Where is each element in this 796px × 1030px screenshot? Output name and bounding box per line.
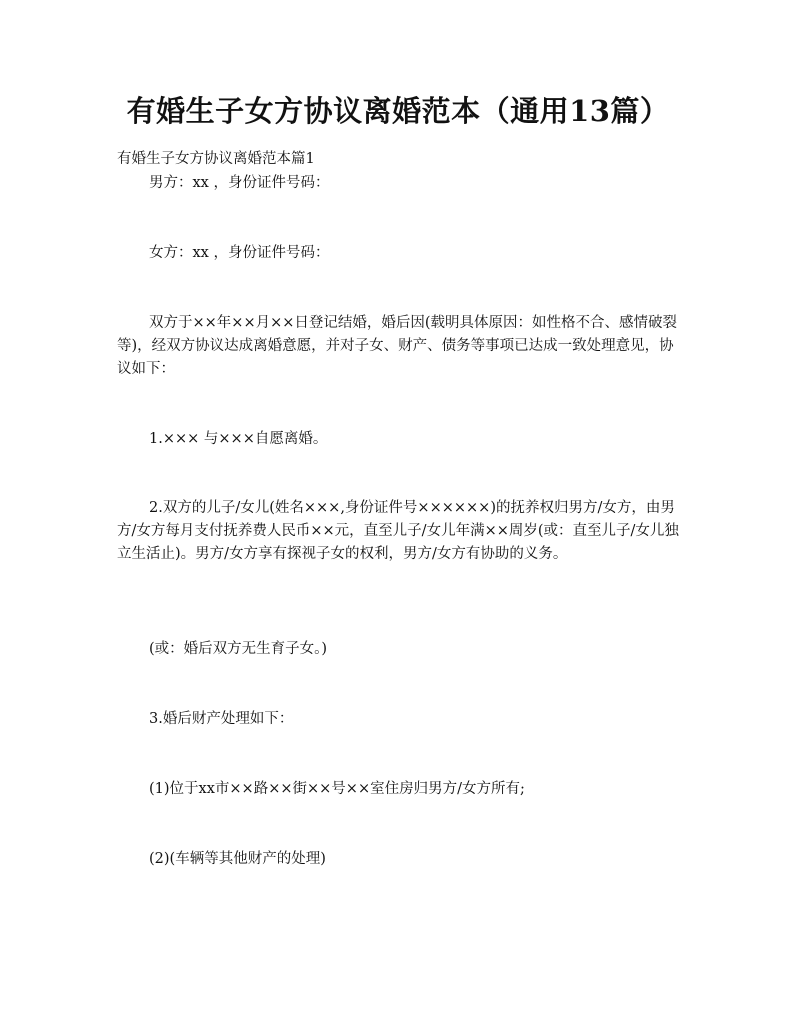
section-heading: 有婚生子女方协议离婚范本篇1 [117,151,315,167]
paragraph-agreement-intro: 双方于××年××月××日登记结婚，婚后因(载明具体原因：如性格不合、感情破裂等)，经双方协议达成离婚意愿，并对子女、财产、债务等事项已达成一致处理意见，协议如下： [117,315,678,377]
paragraph-male-party: 男方：xx ，身份证件号码： [149,175,330,191]
paragraph-clause-2-alt: (或：婚后双方无生育子女。) [149,641,328,657]
document-title: 有婚生子女方协议离婚范本（通用13篇） [126,94,670,128]
paragraph-clause-3-1: (1)位于xx市××路××街××号××室住房归男方/女方所有; [149,781,525,797]
paragraph-female-party: 女方：xx ，身份证件号码： [149,245,330,261]
paragraph-clause-1: 1.××× 与×××自愿离婚。 [149,431,328,447]
paragraph-clause-2: 2.双方的儿子/女儿(姓名×××,身份证件号××××××)的抚养权归男方/女方，由男方/女方每月支付抚养费人民币××元，直至儿子/女儿年满××周岁(或：直至儿子/女儿独立生活止)。男方/女方享有探视子女的权利，男方/女方有协助的义务。 [117,500,679,562]
paragraph-clause-3: 3.婚后财产处理如下： [149,711,294,727]
paragraph-clause-3-2: (2)(车辆等其他财产的处理) [149,851,326,867]
